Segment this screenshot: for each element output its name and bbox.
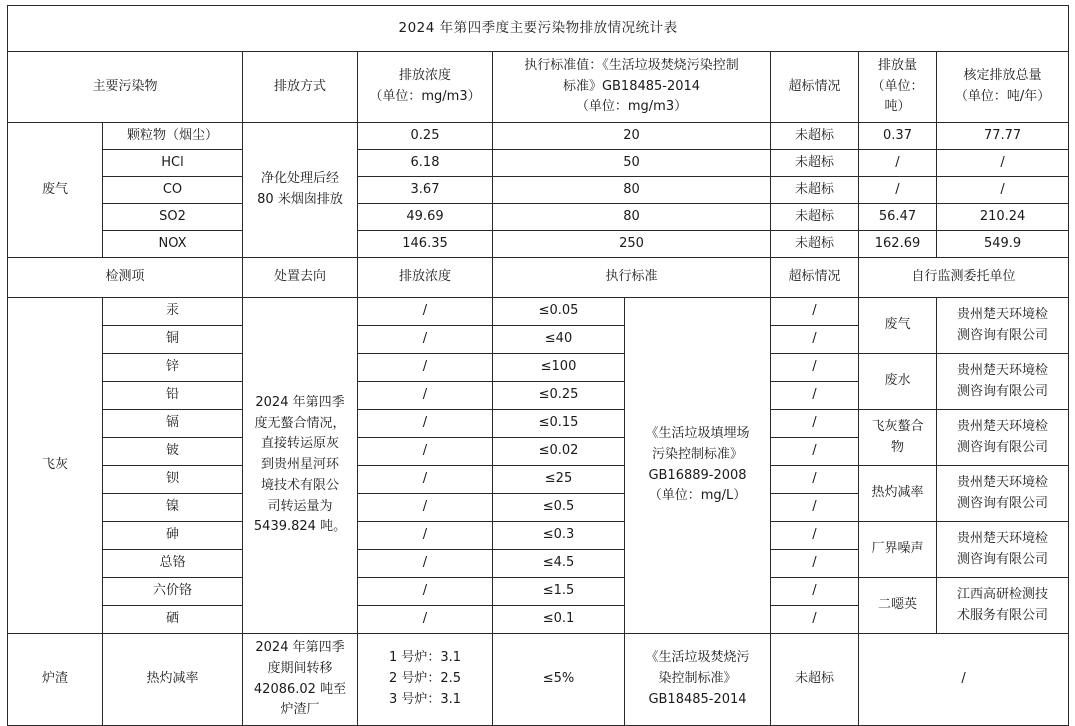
- monitor-unit-line: 测咨询有限公司: [957, 383, 1049, 399]
- flyash-standard-line: 《生活垃圾填埋场: [645, 425, 750, 441]
- exceed-status: /: [771, 522, 859, 550]
- table-row: [8, 123, 1069, 150]
- slag-standard-line: GB18485-2014: [648, 691, 747, 707]
- exhaust-method-line: 80 米烟囱排放: [257, 192, 343, 207]
- limit-value: ≤0.05: [493, 298, 625, 326]
- concentration-value: /: [358, 438, 493, 466]
- limit-value: ≤0.5: [493, 494, 625, 522]
- test-item: 铜: [103, 326, 243, 354]
- monitor-type-line: 物: [890, 439, 904, 455]
- slag-disposal-line: 42086.02 吨至: [253, 681, 347, 697]
- concentration-value: /: [358, 494, 493, 522]
- exhaust-method-line: 净化处理后经: [260, 171, 339, 187]
- exceed-status: /: [771, 578, 859, 606]
- flyash-disposal-line: 2024 年第四季: [255, 394, 345, 410]
- header-concentration: [358, 52, 493, 123]
- test-item: 热灼减率: [103, 634, 243, 726]
- approved-total: /: [937, 177, 1069, 204]
- header-amount-line: 排放量: [877, 57, 917, 73]
- monitor-unit-line: 贵州楚天环境检: [957, 362, 1049, 378]
- flyash-disposal-line: 度无螯合情况，: [254, 415, 346, 431]
- header-pollutant: 主要污染物: [8, 52, 243, 123]
- emission-amount: /: [859, 177, 937, 204]
- monitor-unit-line: 贵州楚天环境检: [957, 474, 1049, 490]
- flyash-disposal-line: 境技术有限公: [260, 477, 339, 493]
- exceed-status: 未超标: [771, 204, 859, 231]
- exceed-status: /: [771, 298, 859, 326]
- flyash-disposal-line: 司转运量为: [267, 498, 333, 514]
- exceed-status: /: [771, 410, 859, 438]
- emission-amount: 56.47: [859, 204, 937, 231]
- table-row: [8, 522, 1069, 550]
- slag-concentration: [358, 634, 493, 726]
- approved-total: /: [937, 150, 1069, 177]
- monitor-type: 厂界噪声: [859, 522, 937, 578]
- approved-total: 77.77: [937, 123, 1069, 150]
- slag-concentration-line: 3 号炉：3.1: [388, 691, 462, 707]
- flyash-disposal-line: 5439.824 吨。: [253, 519, 347, 535]
- monitor-type: 废气: [859, 298, 937, 354]
- header-disposal: 处置去向: [243, 258, 358, 298]
- slag-concentration-line: 2 号炉：2.5: [388, 671, 462, 687]
- flyash-disposal-line: 到贵州星河环: [260, 457, 339, 473]
- exceed-status: /: [771, 606, 859, 634]
- monitor-unit-line: 测咨询有限公司: [957, 439, 1049, 455]
- concentration-value: 6.18: [358, 150, 493, 177]
- pollutant-name: CO: [103, 177, 243, 204]
- exceed-status: /: [771, 438, 859, 466]
- header-concentration-2: 排放浓度: [358, 258, 493, 298]
- standard-value: 20: [493, 123, 771, 150]
- test-item: 总铬: [103, 550, 243, 578]
- exceed-status: 未超标: [771, 634, 859, 726]
- test-item: 汞: [103, 298, 243, 326]
- flyash-standard-line: GB16889-2008: [648, 467, 747, 483]
- monitor-unit: [937, 298, 1069, 354]
- table-row: [8, 466, 1069, 494]
- limit-value: ≤0.15: [493, 410, 625, 438]
- flyash-standard: [625, 298, 771, 634]
- slag-standard: [625, 634, 771, 726]
- slag-concentration-line: 1 号炉：3.1: [388, 650, 462, 666]
- table-row: [8, 177, 1069, 204]
- limit-value: ≤0.3: [493, 522, 625, 550]
- exhaust-method: [243, 123, 358, 258]
- pollutant-name: HCl: [103, 150, 243, 177]
- limit-value: ≤0.02: [493, 438, 625, 466]
- limit-value: ≤40: [493, 326, 625, 354]
- test-item: 镍: [103, 494, 243, 522]
- concentration-value: /: [358, 382, 493, 410]
- testing-header-row: [8, 258, 1069, 298]
- concentration-value: 3.67: [358, 177, 493, 204]
- table-row: [8, 231, 1069, 258]
- limit-value: ≤0.25: [493, 382, 625, 410]
- exceed-status: 未超标: [771, 150, 859, 177]
- monitor-unit-line: 贵州楚天环境检: [957, 418, 1049, 434]
- standard-value: 80: [493, 204, 771, 231]
- test-item: 硒: [103, 606, 243, 634]
- exceed-status: 未超标: [771, 177, 859, 204]
- concentration-value: /: [358, 326, 493, 354]
- monitor-unit: [937, 522, 1069, 578]
- exceed-status: 未超标: [771, 123, 859, 150]
- concentration-value: /: [358, 466, 493, 494]
- concentration-value: /: [358, 354, 493, 382]
- header-exceed: 超标情况: [771, 52, 859, 123]
- limit-value: ≤4.5: [493, 550, 625, 578]
- monitor-type: [859, 410, 937, 466]
- category-exhaust: 废气: [8, 123, 103, 258]
- header-standard-2: 执行标准: [493, 258, 771, 298]
- monitor-type: 热灼减率: [859, 466, 937, 522]
- concentration-value: /: [358, 410, 493, 438]
- monitor-unit-line: 测咨询有限公司: [957, 551, 1049, 567]
- slag-standard-line: 染控制标准》: [658, 671, 737, 687]
- header-amount-line: （单位：: [871, 78, 924, 94]
- header-approved: [937, 52, 1069, 123]
- header-method: 排放方式: [243, 52, 358, 123]
- concentration-value: /: [358, 522, 493, 550]
- test-item: 铅: [103, 382, 243, 410]
- exceed-status: /: [771, 326, 859, 354]
- concentration-value: /: [358, 550, 493, 578]
- pollutant-name: SO2: [103, 204, 243, 231]
- standard-value: 50: [493, 150, 771, 177]
- header-standard-line: 执行标准值：《生活垃圾焚烧污染控制: [524, 57, 739, 73]
- header-standard-line: 标准》GB18485-2014: [562, 78, 701, 94]
- monitor-unit-line: 测咨询有限公司: [957, 327, 1049, 343]
- concentration-value: /: [358, 578, 493, 606]
- monitor-type: 废水: [859, 354, 937, 410]
- limit-value: ≤5%: [493, 634, 625, 726]
- monitor-unit: [937, 466, 1069, 522]
- monitor-unit-line: 术服务有限公司: [957, 607, 1049, 623]
- flyash-standard-line: 污染控制标准》: [651, 446, 743, 462]
- header-item: 检测项: [8, 258, 243, 298]
- monitor-unit-line: 江西高研检测技: [957, 586, 1049, 602]
- slag-disposal: [243, 634, 358, 726]
- table-row: [8, 204, 1069, 231]
- header-monitor: 自行监测委托单位: [859, 258, 1069, 298]
- pollutant-name: NOX: [103, 231, 243, 258]
- concentration-value: 146.35: [358, 231, 493, 258]
- standard-value: 80: [493, 177, 771, 204]
- standard-value: 250: [493, 231, 771, 258]
- category-slag: 炉渣: [8, 634, 103, 726]
- emission-amount: /: [859, 150, 937, 177]
- exceed-status: /: [771, 494, 859, 522]
- table-row: [8, 578, 1069, 606]
- monitor-type-line: 飞灰螯合: [871, 418, 924, 434]
- header-approved-line: （单位：吨/年）: [954, 89, 1051, 104]
- approved-total: 549.9: [937, 231, 1069, 258]
- exceed-status: /: [771, 382, 859, 410]
- exceed-status: /: [771, 354, 859, 382]
- flyash-standard-line: （单位：mg/L）: [648, 488, 747, 504]
- test-item: 镉: [103, 410, 243, 438]
- header-standard: [493, 52, 771, 123]
- concentration-value: 0.25: [358, 123, 493, 150]
- limit-value: ≤100: [493, 354, 625, 382]
- monitor-unit: /: [859, 634, 1069, 726]
- monitor-unit-line: 测咨询有限公司: [957, 495, 1049, 511]
- monitor-unit: [937, 578, 1069, 634]
- monitor-unit-line: 贵州楚天环境检: [957, 306, 1049, 322]
- approved-total: 210.24: [937, 204, 1069, 231]
- concentration-value: /: [358, 298, 493, 326]
- header-exceed-2: 超标情况: [771, 258, 859, 298]
- pollutant-name: 颗粒物（烟尘）: [103, 123, 243, 150]
- header-amount: [859, 52, 937, 123]
- emission-header-row: [8, 52, 1069, 123]
- test-item: 铍: [103, 438, 243, 466]
- test-item: 六价铬: [103, 578, 243, 606]
- header-standard-line: （单位：mg/m3）: [575, 99, 688, 115]
- monitor-unit-line: 贵州楚天环境检: [957, 530, 1049, 546]
- header-amount-line: 吨）: [884, 99, 911, 115]
- header-concentration-line: （单位：mg/m3）: [369, 89, 481, 104]
- emission-amount: 0.37: [859, 123, 937, 150]
- pollutant-statistics-table: [7, 5, 1069, 726]
- monitor-type: 二噁英: [859, 578, 937, 634]
- test-item: 砷: [103, 522, 243, 550]
- concentration-value: /: [358, 606, 493, 634]
- flyash-disposal: [243, 298, 358, 634]
- limit-value: ≤0.1: [493, 606, 625, 634]
- limit-value: ≤1.5: [493, 578, 625, 606]
- table-row: [8, 298, 1069, 326]
- flyash-disposal-line: 直接转运原灰: [260, 436, 339, 452]
- table-title: 2024 年第四季度主要污染物排放情况统计表: [8, 6, 1069, 52]
- monitor-unit: [937, 410, 1069, 466]
- table-row: [8, 150, 1069, 177]
- emission-amount: 162.69: [859, 231, 937, 258]
- slag-disposal-line: 度期间转移: [267, 660, 333, 676]
- exceed-status: /: [771, 550, 859, 578]
- header-concentration-line: 排放浓度: [398, 68, 451, 84]
- slag-disposal-line: 2024 年第四季: [255, 639, 345, 655]
- header-approved-line: 核定排放总量: [963, 68, 1042, 84]
- slag-disposal-line: 炉渣厂: [280, 702, 320, 718]
- test-item: 锌: [103, 354, 243, 382]
- exceed-status: 未超标: [771, 231, 859, 258]
- limit-value: ≤25: [493, 466, 625, 494]
- table-row: [8, 354, 1069, 382]
- exceed-status: /: [771, 466, 859, 494]
- concentration-value: 49.69: [358, 204, 493, 231]
- test-item: 钡: [103, 466, 243, 494]
- table-row: [8, 410, 1069, 438]
- slag-standard-line: 《生活垃圾焚烧污: [645, 650, 750, 666]
- category-flyash: 飞灰: [8, 298, 103, 634]
- monitor-unit: [937, 354, 1069, 410]
- table-row: [8, 634, 1069, 726]
